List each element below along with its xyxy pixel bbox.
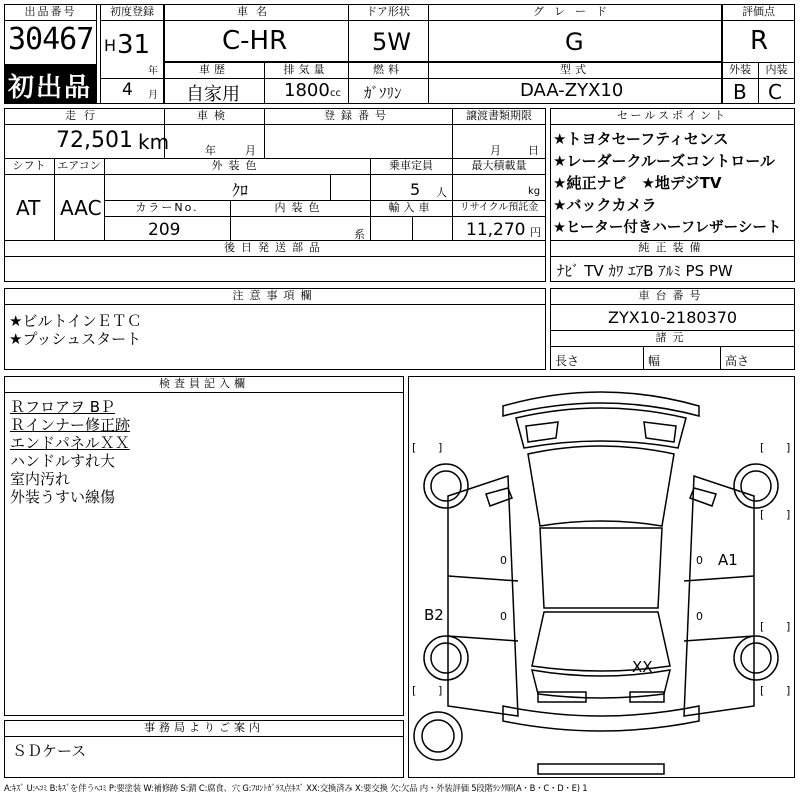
inspection-year-unit: 年: [205, 144, 216, 157]
displacement-label: 排気量: [283, 63, 329, 76]
sales-points-label: セールスポイント: [616, 109, 728, 122]
grade-label: グレード: [533, 5, 617, 18]
interior-grade: C: [768, 80, 782, 104]
svg-text:]: ]: [786, 684, 791, 697]
mileage-unit: km: [138, 130, 170, 154]
history-label: 車歴: [199, 63, 229, 76]
door: 5W: [372, 28, 411, 56]
car-name: C-HR: [222, 26, 288, 56]
equipment-label: 純正装備: [638, 241, 707, 254]
color-no: 209: [148, 220, 181, 240]
inspection-label: 車検: [197, 109, 231, 122]
sales-point: ★純正ナビ ★地デジTV: [553, 174, 722, 192]
ext-color: ｸﾛ: [232, 181, 249, 200]
width-label: 幅: [648, 354, 661, 368]
chassis-number: ZYX10-2180370: [608, 308, 738, 327]
recycle-label: リサイクル預託金: [459, 202, 539, 213]
max-load-label: 最大積載量: [471, 159, 527, 172]
svg-text:]: ]: [438, 684, 443, 697]
mileage: 72,501: [56, 128, 133, 153]
exterior-label: 外装: [729, 63, 751, 76]
damage-mark-xx: XX: [632, 658, 653, 676]
svg-text:[: [: [760, 684, 765, 697]
notes-label: 注意事項欄: [232, 289, 318, 302]
note-item: ★プッシュスタート: [9, 330, 142, 348]
color-no-label: カラーNo.: [135, 201, 199, 214]
displacement-unit: cc: [330, 88, 341, 99]
month-unit: 月: [148, 90, 158, 101]
zero-mark: 0: [500, 610, 507, 623]
length-label: 長さ: [555, 354, 580, 368]
inspector-note: 外装うすい線傷: [10, 488, 116, 506]
transfer-day-unit: 日: [528, 144, 539, 157]
reg-month: 4: [122, 80, 133, 100]
damage-mark-b2: B2: [424, 606, 444, 624]
lot-number: 30467: [8, 22, 94, 57]
score-label: 評価点: [742, 5, 775, 18]
door-label: ドア形状: [366, 5, 410, 18]
inspection-month-unit: 月: [245, 144, 256, 157]
transfer-label: 譲渡書類期限: [466, 109, 532, 122]
inspector-note: ハンドルすれ大: [10, 452, 116, 470]
svg-text:[: [: [412, 441, 417, 454]
note-item: ★ビルトインＥＴＣ: [9, 312, 142, 330]
zero-mark: 0: [696, 554, 703, 567]
grade: G: [565, 28, 584, 56]
sales-point: ★ヒーター付きハーフレザーシート: [553, 220, 782, 236]
svg-text:]: ]: [786, 508, 791, 521]
fuel: ｶﾞｿﾘﾝ: [364, 84, 402, 102]
interior-label: 内装: [765, 63, 788, 76]
ac: AAC: [60, 196, 102, 220]
history: 自家用: [186, 84, 240, 105]
equipment-text: ﾅﾋﾞ TV ｶﾜ ｴｱB ｱﾙﾐ PS PW: [557, 262, 733, 280]
inspector-note: 室内汚れ: [10, 470, 71, 488]
sales-point: ★レーダークルーズコントロール: [553, 152, 775, 170]
max-load-unit: kg: [528, 186, 541, 197]
year-unit: 年: [148, 66, 158, 77]
inspector-note: Ｒインナー修正跡: [10, 416, 131, 434]
later-parts-label: 後日発送部品: [224, 241, 326, 254]
office-label: 事務局よりご案内: [144, 721, 264, 734]
inspector-label: 検査員記入欄: [159, 377, 249, 390]
svg-text:[: [: [760, 508, 765, 521]
svg-text:]: ]: [786, 441, 791, 454]
svg-text:[: [: [760, 441, 765, 454]
height-label: 高さ: [725, 354, 750, 368]
era: H: [104, 36, 117, 55]
damage-mark-a1: A1: [718, 551, 738, 569]
recycle: 11,270: [466, 220, 526, 240]
shift-label: シフト: [12, 159, 46, 172]
dims-label: 諸元: [655, 331, 690, 344]
inspector-note: Ｒフロアヲ BＰ: [10, 398, 116, 416]
import-label: 輸入車: [388, 201, 434, 214]
exterior-grade: B: [733, 80, 747, 104]
zero-mark: 0: [500, 554, 507, 567]
reg-number-label: 登録番号: [324, 109, 392, 122]
first-reg-label: 初度登録: [110, 5, 154, 18]
chassis-label: 車台番号: [638, 289, 707, 302]
sales-point: ★バックカメラ: [553, 196, 657, 214]
car-name-label: 車名: [237, 5, 275, 18]
mileage-label: 走行: [65, 109, 103, 122]
fuel-label: 燃料: [373, 63, 403, 76]
score: R: [750, 26, 769, 56]
lot-label: 出品番号: [24, 5, 77, 18]
svg-text:]: ]: [786, 620, 791, 633]
capacity: 5: [410, 180, 421, 199]
sales-point: ★トヨタセーフティセンス: [553, 130, 729, 148]
capacity-label: 乗車定員: [389, 159, 433, 172]
office-text: ＳＤケース: [12, 742, 87, 760]
svg-text:]: ]: [438, 441, 443, 454]
legend: A:ｷｽﾞ U:ﾍｺﾐ B:ｷｽﾞを伴うﾍｺﾐ P:要塗装 W:補修跡 S:錆 C:腐食、穴 G:ﾌﾛﾝﾄｶﾞﾗｽ点ｷｽﾞ XX:交換済み X:要交換 欠:欠品 内・外装評価 5段階ﾗﾝｸ順(A・B・C・D・E) 1: [4, 783, 588, 793]
car-damage-diagram: [408, 376, 795, 778]
model: DAA-ZYX10: [520, 80, 624, 101]
int-color-unit: 系: [354, 228, 365, 241]
svg-text:[: [: [760, 620, 765, 633]
ext-color-label: 外装色: [211, 159, 263, 172]
ac-label: エアコン: [57, 159, 101, 172]
transfer-month-unit: 月: [490, 144, 501, 157]
int-color-label: 内装色: [274, 201, 326, 214]
svg-text:[: [: [412, 684, 417, 697]
shift: AT: [16, 196, 41, 220]
first-listing-text: 初出品: [8, 73, 93, 103]
model-label: 型式: [560, 63, 590, 76]
recycle-unit: 円: [530, 226, 541, 239]
reg-year: 31: [117, 30, 151, 60]
capacity-unit: 人: [436, 186, 447, 199]
displacement: 1800: [284, 80, 330, 101]
inspector-note: エンドパネルＸＸ: [10, 434, 130, 452]
zero-mark: 0: [696, 610, 703, 623]
